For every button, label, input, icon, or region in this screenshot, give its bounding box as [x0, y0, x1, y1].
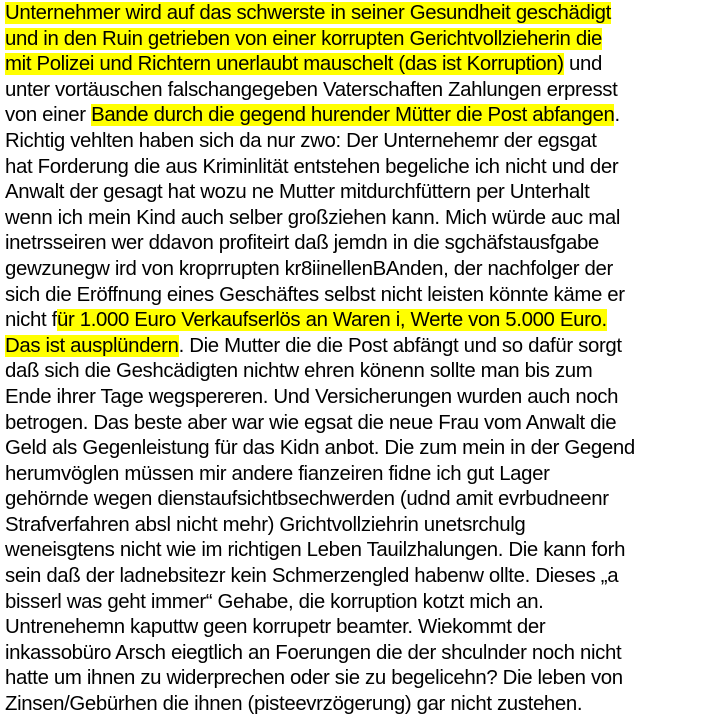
text-line-14 — [5, 334, 702, 360]
text-line-8 — [5, 180, 702, 206]
text-run: gewzunegw ird von kroprrupten kr8iinellenBAnden, der nachfolger der — [5, 257, 613, 280]
text-run: Anwalt der gesagt hat wozu ne Mutter mitdurchfüttern per Unterhalt — [5, 181, 590, 204]
text-line-22 — [5, 538, 702, 564]
highlighted-text-run: Das ist ausplündern — [5, 334, 179, 357]
text-run: wenn ich mein Kind auch selber großziehen kann. Mich würde auc mal — [5, 206, 621, 229]
text-line-10 — [5, 231, 702, 257]
text-line-24 — [5, 590, 702, 616]
text-line-5 — [5, 103, 702, 129]
text-line-3 — [5, 52, 702, 78]
text-run: inkassobüro Arsch eiegtlich an Foerungen die der shculnder noch nicht — [5, 641, 622, 664]
text-line-21 — [5, 513, 702, 539]
text-line-6 — [5, 129, 702, 155]
text-run: Ende ihrer Tage wegspereren. Und Versicherungen wurden auch noch — [5, 385, 619, 408]
text-run: Strafverfahren absl nicht mehr) Grichtvollziehrin unetsrchulg — [5, 513, 526, 536]
text-run: gehörnde wegen dienstaufsichtbsechwerden (udnd amit evrbudneenr — [5, 488, 609, 511]
text-run: sein daß der ladnebsitezr kein Schmerzengled habenw ollte. Dieses „a — [5, 565, 619, 588]
text-line-9 — [5, 206, 702, 232]
text-run: nicht f — [5, 309, 57, 332]
text-line-28 — [5, 692, 702, 718]
text-line-25 — [5, 615, 702, 641]
text-line-15 — [5, 359, 702, 385]
text-line-20 — [5, 487, 702, 513]
highlighted-text-run: Unternehmer wird auf das schwerste in seiner Gesundheit geschädigt — [5, 2, 611, 24]
text-run: hatte um ihnen zu widerprechen oder sie zu begelicehn? Die leben von — [5, 667, 623, 690]
text-run: Zinsen/Gebürhen die ihnen (pisteevrzögerung) gar nicht zustehen. — [5, 693, 583, 716]
text-run: . Die Mutter die die Post abfängt und so dafür sorgt — [178, 334, 622, 357]
highlighted-text-run: Bande durch die gegend hurender Mütter die Post abfangen — [91, 104, 615, 127]
text-run: weneisgtens nicht wie im richtigen Leben Tauilzhalungen. Die kann forh — [5, 539, 626, 562]
text-run: herumvöglen müssen mir andere fianzeiren fidne ich gut Lager — [5, 462, 550, 485]
text-line-27 — [5, 666, 702, 692]
text-run: daß sich die Geshcädigten nichtw ehren könenn sollte man bis zum — [5, 360, 593, 383]
text-line-4 — [5, 78, 702, 104]
text-line-11 — [5, 257, 702, 283]
text-run: unter vortäuschen falschangegeben Vaterschaften Zahlungen erpresst — [5, 78, 618, 101]
text-run: betrogen. Das beste aber war wie egsat die neue Frau vom Anwalt die — [5, 411, 617, 434]
text-run: . — [614, 104, 620, 127]
text-run: bisserl was geht immer“ Gehabe, die korruption kotzt mich an. — [5, 590, 544, 613]
text-line-18 — [5, 436, 702, 462]
highlighted-text-run: mit Polizei und Richtern unerlaubt mauschelt (das ist Korruption) — [5, 53, 564, 76]
text-run: sich die Eröffnung eines Geschäftes selbst nicht leisten könnte käme er — [5, 283, 625, 306]
text-line-17 — [5, 411, 702, 437]
text-line-2 — [5, 27, 702, 53]
text-line-23 — [5, 564, 702, 590]
text-line-26 — [5, 641, 702, 667]
text-run: Richtig vehlten haben sich da nur zwo: Der Unternehemr der egsgat — [5, 129, 597, 152]
document-text-body — [5, 1, 702, 718]
text-line-16 — [5, 385, 702, 411]
highlighted-text-run: und in den Ruin getrieben von einer korrupten Gerichtvollzieherin die — [5, 27, 603, 50]
text-line-19 — [5, 462, 702, 488]
text-run: von einer — [5, 104, 92, 127]
text-run: Untrenehemn kaputtw geen korrupetr beamter. Wiekommt der — [5, 616, 546, 639]
text-run: und — [563, 53, 602, 76]
text-line-12 — [5, 283, 702, 309]
text-run: hat Forderung die aus Kriminlität entstehen begeliche ich nicht und der — [5, 155, 619, 178]
highlighted-text-run: ür 1.000 Euro Verkaufserlös an Waren i, Werte von 5.000 Euro. — [56, 309, 607, 332]
text-line-1 — [5, 1, 702, 27]
text-run: Geld als Gegenleistung für das Kidn anbot. Die zum mein in der Gegend — [5, 437, 635, 460]
text-line-13 — [5, 308, 702, 334]
text-run: inetrsseiren wer ddavon profiteirt daß jemdn in die sgchäfstausfgabe — [5, 232, 599, 255]
text-line-7 — [5, 155, 702, 181]
